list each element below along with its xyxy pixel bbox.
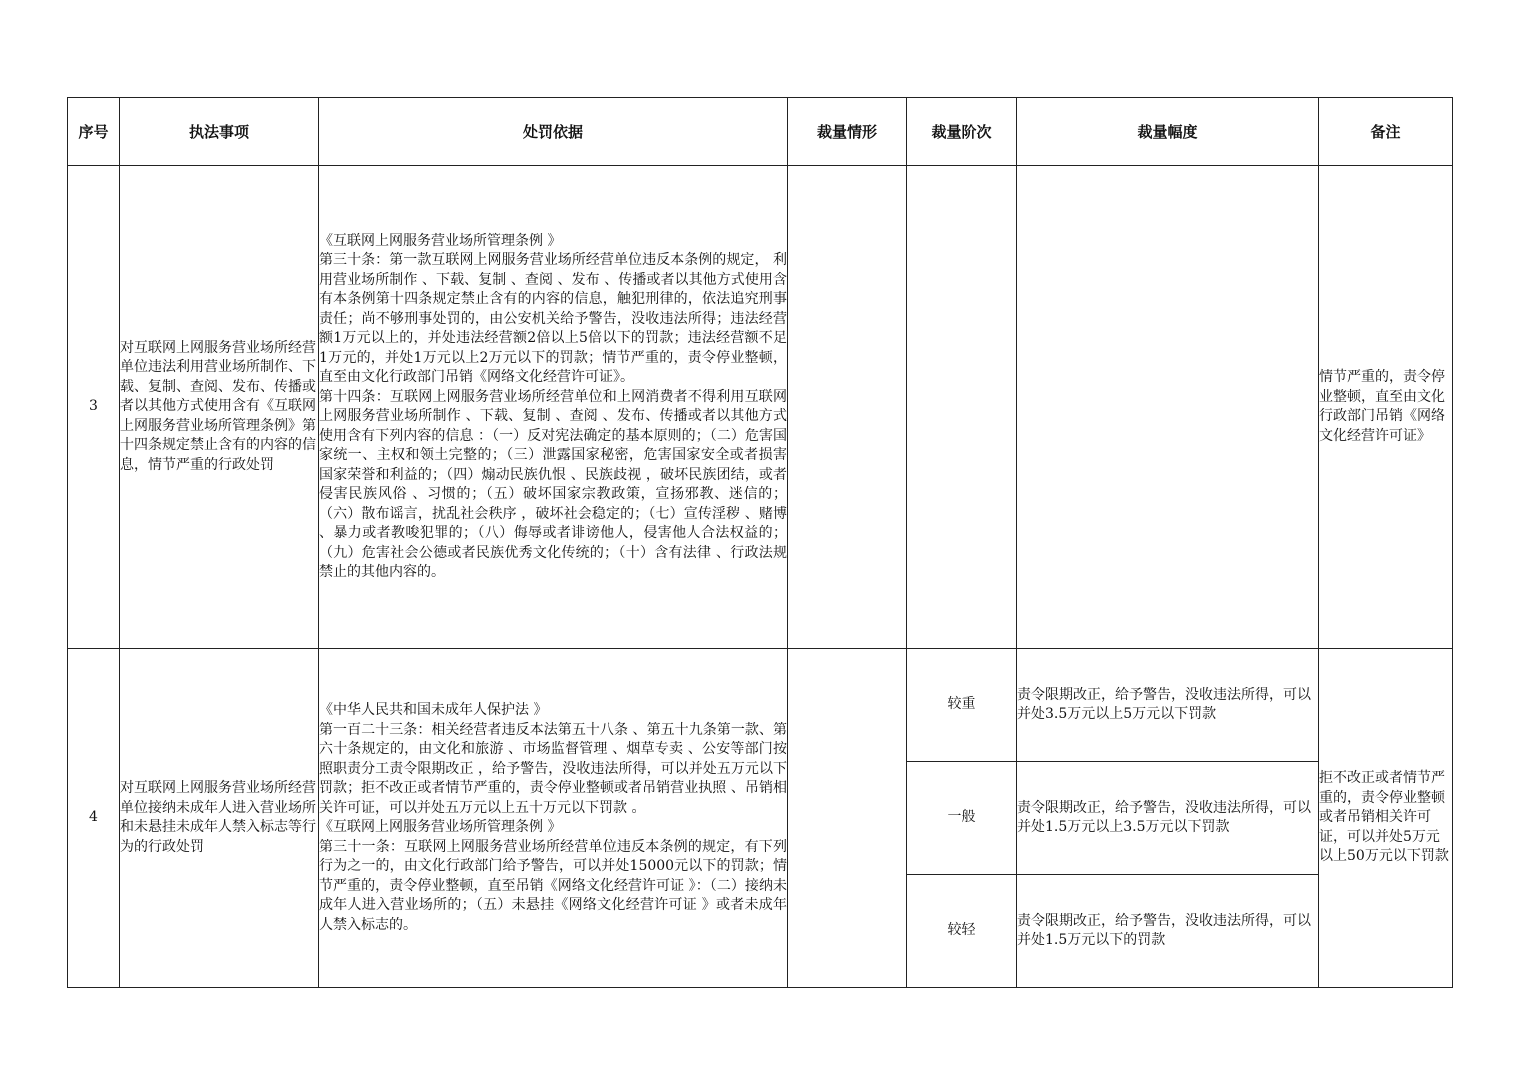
row-level: 较轻 xyxy=(907,875,1017,988)
row-level: 一般 xyxy=(907,762,1017,875)
header-item: 执法事项 xyxy=(120,98,319,166)
header-note: 备注 xyxy=(1319,98,1453,166)
table-row xyxy=(68,166,1453,649)
table-row xyxy=(68,649,1453,762)
row-situation xyxy=(788,649,907,988)
header-situation: 裁量情形 xyxy=(788,98,907,166)
row-amplitude xyxy=(1017,166,1319,649)
header-row xyxy=(68,98,1453,166)
header-level: 裁量阶次 xyxy=(907,98,1017,166)
row-amplitude: 责令限期改正，给予警告，没收违法所得，可以并处1.5万元以下的罚款 xyxy=(1017,875,1319,988)
row-note: 情节严重的，责令停业整顿，直至由文化行政部门吊销《网络文化经营许可证》 xyxy=(1319,166,1453,649)
row-basis: 《中华人民共和国未成年人保护法 》 第一百二十三条：相关经营者违反本法第五十八条 、第五十九条第一款、第六十条规定的，由文化和旅游 、市场监督管理 、烟草专卖 、公安等部门按照职责分工责令限期改正 ，给予警告，没收违法所得，可以并处五万元以下罚款；拒不改正或者情节严重的，责令停业整顿或者吊销营业执照 、吊销相关许可证，可以并处五万元以上五十万元以下罚款 。 《互联网上网服务营业场所管理条例 》 第三十一条：互联网上网服务营业场所经营单位违反本条例的规定，有下列行为之一的，由文化行政部门给予警告，可以并处15000元以下的罚款；情节严重的，责令停业整顿，直至吊销《网络文化经营许可证 》：（二）接纳未成年人进入营业场所的；（五）未悬挂《网络文化经营许可证 》或者未成年人禁入标志的。 xyxy=(319,649,788,988)
row-situation xyxy=(788,166,907,649)
row-seq: 3 xyxy=(68,166,120,649)
discretion-table xyxy=(67,97,1453,988)
row-item: 对互联网上网服务营业场所经营单位接纳未成年人进入营业场所和未悬挂未成年人禁入标志等行为的行政处罚 xyxy=(120,649,319,988)
row-amplitude: 责令限期改正，给予警告，没收违法所得，可以并处1.5万元以上3.5万元以下罚款 xyxy=(1017,762,1319,875)
row-basis: 《互联网上网服务营业场所管理条例 》 第三十条：第一款互联网上网服务营业场所经营单位违反本条例的规定， 利用营业场所制作 、下载、复制 、查阅 、发布 、传播或者以其他方式使用含有本条例第十四条规定禁止含有的内容的信息，触犯刑律的，依法追究刑事责任；尚不够刑事处罚的，由公安机关给予警告，没收违法所得；违法经营额1万元以上的，并处违法经营额2倍以上5倍以下的罚款；违法经营额不足1万元的，并处1万元以上2万元以下的罚款；情节严重的，责令停业整顿，直至由文化行政部门吊销《网络文化经营许可证》。 第十四条：互联网上网服务营业场所经营单位和上网消费者不得利用互联网上网服务营业场所制作 、下载、复制 、查阅 、发布、传播或者以其他方式使用含有下列内容的信息 ：（一）反对宪法确定的基本原则的；（二）危害国家统一、主权和领土完整的；（三）泄露国家秘密，危害国家安全或者损害国家荣誉和利益的；（四）煽动民族仇恨 、民族歧视 ，破坏民族团结，或者侵害民族风俗 、习惯的；（五）破坏国家宗教政策，宣扬邪教、迷信的；（六）散布谣言，扰乱社会秩序 ，破坏社会稳定的；（七）宣传淫秽 、赌博 、暴力或者教唆犯罪的；（八）侮辱或者诽谤他人，侵害他人合法权益的；（九）危害社会公德或者民族优秀文化传统的；（十）含有法律 、行政法规禁止的其他内容的。 xyxy=(319,166,788,649)
row-amplitude: 责令限期改正，给予警告，没收违法所得，可以并处3.5万元以上5万元以下罚款 xyxy=(1017,649,1319,762)
row-item: 对互联网上网服务营业场所经营单位违法利用营业场所制作、下载、复制、查阅、发布、传播或者以其他方式使用含有《互联网上网服务营业场所管理条例》第十四条规定禁止含有的内容的信息，情节严重的行政处罚 xyxy=(120,166,319,649)
row-seq: 4 xyxy=(68,649,120,988)
row-note: 拒不改正或者情节严重的，责令停业整顿或者吊销相关许可证，可以并处5万元以上50万元以下罚款 xyxy=(1319,649,1453,988)
header-seq: 序号 xyxy=(68,98,120,166)
header-basis: 处罚依据 xyxy=(319,98,788,166)
header-amplitude: 裁量幅度 xyxy=(1017,98,1319,166)
row-level: 较重 xyxy=(907,649,1017,762)
row-level xyxy=(907,166,1017,649)
